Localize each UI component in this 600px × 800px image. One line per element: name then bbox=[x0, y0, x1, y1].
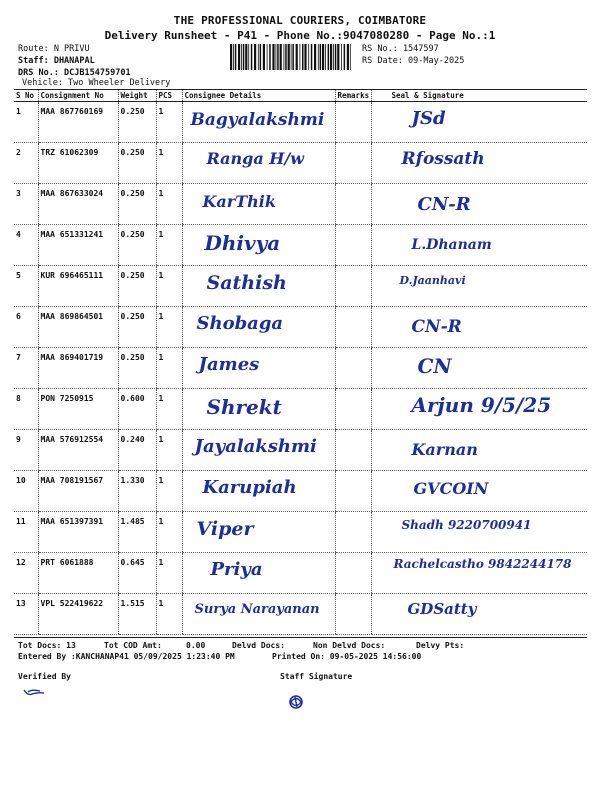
barcode-bar bbox=[235, 44, 237, 70]
document-subtitle: Delivery Runsheet - P41 - Phone No.:9047080280 - Page No.:1 bbox=[104, 29, 496, 42]
barcode-bar bbox=[333, 44, 334, 70]
table-row bbox=[14, 594, 587, 635]
signature-handwriting: L.Dhanam bbox=[411, 237, 492, 253]
table-row bbox=[14, 348, 587, 389]
consignee-cell bbox=[182, 594, 335, 635]
remarks-cell bbox=[335, 553, 371, 594]
delivered-docs: Delvd Docs: bbox=[232, 641, 285, 650]
consignee-handwriting: Ranga H/w bbox=[206, 149, 305, 168]
barcode-bar bbox=[311, 44, 313, 70]
weight-cell: 0.250 bbox=[118, 266, 156, 307]
table-row bbox=[14, 512, 587, 553]
pcs-cell: 1 bbox=[156, 348, 182, 389]
signature-cell bbox=[371, 430, 587, 471]
rs-number: RS No.: 1547597 bbox=[362, 44, 439, 54]
consignee-cell bbox=[182, 225, 335, 266]
consignment-cell: MAA 576912554 bbox=[38, 430, 118, 471]
sno-cell: 8 bbox=[14, 389, 38, 430]
remarks-cell bbox=[335, 594, 371, 635]
pcs-cell: 1 bbox=[156, 307, 182, 348]
consignment-cell: MAA 651331241 bbox=[38, 225, 118, 266]
consignee-handwriting: James bbox=[198, 354, 260, 375]
weight-cell: 0.250 bbox=[118, 307, 156, 348]
consignee-handwriting: Bagyalakshmi bbox=[190, 110, 325, 130]
barcode-bar bbox=[251, 44, 253, 70]
delivery-points: Delvy Pts: bbox=[416, 641, 465, 650]
table-row bbox=[14, 553, 587, 594]
remarks-cell bbox=[335, 102, 371, 143]
pcs-cell: 1 bbox=[156, 102, 182, 143]
signature-cell bbox=[371, 225, 587, 266]
weight-cell: 1.515 bbox=[118, 594, 156, 635]
column-header: Consignment No bbox=[38, 90, 118, 102]
consignee-handwriting: Jayalakshmi bbox=[194, 436, 317, 457]
table-row bbox=[14, 307, 587, 348]
barcode-bar bbox=[277, 44, 279, 70]
barcode-bar bbox=[344, 44, 346, 70]
signature-handwriting: CN-R bbox=[411, 317, 462, 337]
consignee-handwriting: Surya Narayanan bbox=[194, 602, 320, 617]
sno-cell: 11 bbox=[14, 512, 38, 553]
weight-cell: 0.240 bbox=[118, 430, 156, 471]
barcode-bar bbox=[248, 44, 249, 70]
barcode-bar bbox=[272, 44, 274, 70]
remarks-cell bbox=[335, 471, 371, 512]
consignee-cell bbox=[182, 102, 335, 143]
table-row bbox=[14, 184, 587, 225]
barcode-bar bbox=[280, 44, 282, 70]
consignment-cell: MAA 869401719 bbox=[38, 348, 118, 389]
consignment-cell: MAA 867633024 bbox=[38, 184, 118, 225]
consignment-cell: MAA 651397391 bbox=[38, 512, 118, 553]
entered-by: Entered By :KANCHANAP41 05/09/2025 1:23:40 PM bbox=[18, 652, 235, 661]
signature-handwriting: GDSatty bbox=[407, 600, 477, 618]
sno-cell: 13 bbox=[14, 594, 38, 635]
non-delivered-docs: Non Delvd Docs: bbox=[313, 641, 386, 650]
table-row bbox=[14, 225, 587, 266]
document-title: THE PROFESSIONAL COURIERS, COIMBATORE bbox=[173, 14, 427, 27]
pcs-cell: 1 bbox=[156, 143, 182, 184]
barcode-bar bbox=[335, 44, 337, 70]
weight-cell: 1.330 bbox=[118, 471, 156, 512]
barcode-bar bbox=[241, 44, 242, 70]
signature-cell bbox=[371, 553, 587, 594]
total-docs: Tot Docs: 13 bbox=[18, 641, 76, 650]
barcode-bar bbox=[292, 44, 294, 70]
signature-handwriting: CN bbox=[417, 354, 452, 378]
barcode-bar bbox=[238, 44, 240, 70]
barcode-bar bbox=[288, 44, 290, 70]
barcode-bar bbox=[269, 44, 271, 70]
pcs-cell: 1 bbox=[156, 430, 182, 471]
verified-by-label: Verified By bbox=[18, 672, 71, 681]
verified-tick-mark bbox=[22, 686, 46, 698]
signature-handwriting: Arjun 9/5/25 bbox=[411, 393, 552, 417]
table-row bbox=[14, 389, 587, 430]
barcode-bar bbox=[320, 44, 322, 70]
column-header: Remarks bbox=[335, 90, 371, 102]
remarks-cell bbox=[335, 225, 371, 266]
consignee-cell bbox=[182, 266, 335, 307]
barcode-bar bbox=[285, 44, 287, 70]
footer-divider bbox=[14, 637, 587, 638]
column-header: Consignee Details bbox=[182, 90, 335, 102]
consignee-cell bbox=[182, 512, 335, 553]
consignee-handwriting: Priya bbox=[210, 559, 263, 580]
consignee-handwriting: Shobaga bbox=[196, 313, 284, 334]
consignment-cell: MAA 708191567 bbox=[38, 471, 118, 512]
pcs-cell: 1 bbox=[156, 512, 182, 553]
consignee-cell bbox=[182, 553, 335, 594]
signature-cell bbox=[371, 266, 587, 307]
signature-cell bbox=[371, 389, 587, 430]
barcode-bar bbox=[276, 44, 277, 70]
barcode-bar bbox=[267, 44, 268, 70]
staff-label: Staff: DHANAPAL bbox=[18, 56, 95, 66]
signature-cell bbox=[371, 348, 587, 389]
table-row bbox=[14, 471, 587, 512]
barcode-bar bbox=[245, 44, 247, 70]
consignee-cell bbox=[182, 184, 335, 225]
barcode-bar bbox=[318, 44, 319, 70]
consignee-handwriting: Dhivya bbox=[204, 231, 281, 255]
barcode-bar bbox=[325, 44, 326, 70]
barcode-bar bbox=[341, 44, 342, 70]
consignee-handwriting: Sathish bbox=[206, 272, 287, 294]
sno-cell: 1 bbox=[14, 102, 38, 143]
consignee-cell bbox=[182, 307, 335, 348]
column-header: PCS bbox=[156, 90, 182, 102]
table-row bbox=[14, 102, 587, 143]
remarks-cell bbox=[335, 266, 371, 307]
sno-cell: 6 bbox=[14, 307, 38, 348]
weight-cell: 0.250 bbox=[118, 225, 156, 266]
remarks-cell bbox=[335, 184, 371, 225]
total-cod-label: Tot COD Amt: bbox=[104, 641, 162, 650]
consignment-cell: KUR 696465111 bbox=[38, 266, 118, 307]
consignee-handwriting: Karupiah bbox=[202, 477, 297, 498]
remarks-cell bbox=[335, 389, 371, 430]
consignment-cell: PRT 6061888 bbox=[38, 553, 118, 594]
weight-cell: 0.250 bbox=[118, 348, 156, 389]
barcode-bar bbox=[300, 44, 301, 70]
signature-cell bbox=[371, 512, 587, 553]
consignee-cell bbox=[182, 471, 335, 512]
weight-cell: 0.600 bbox=[118, 389, 156, 430]
sno-cell: 12 bbox=[14, 553, 38, 594]
total-cod-amount: 0.00 bbox=[186, 641, 206, 650]
barcode-bar bbox=[302, 44, 304, 70]
sno-cell: 4 bbox=[14, 225, 38, 266]
column-header: Weight bbox=[118, 90, 156, 102]
barcode-bar bbox=[337, 44, 339, 70]
pcs-cell: 1 bbox=[156, 184, 182, 225]
pcs-cell: 1 bbox=[156, 225, 182, 266]
barcode bbox=[230, 44, 352, 70]
remarks-cell bbox=[335, 143, 371, 184]
barcode-bar bbox=[260, 44, 262, 70]
remarks-cell bbox=[335, 512, 371, 553]
column-header: Seal & Signature bbox=[371, 90, 587, 102]
runsheet-table bbox=[14, 89, 587, 635]
table-header-row bbox=[14, 90, 587, 102]
pcs-cell: 1 bbox=[156, 266, 182, 307]
pcs-cell: 1 bbox=[156, 594, 182, 635]
barcode-bar bbox=[254, 44, 256, 70]
consignee-handwriting: Viper bbox=[196, 518, 254, 540]
barcode-bar bbox=[322, 44, 324, 70]
barcode-bar bbox=[308, 44, 309, 70]
pcs-cell: 1 bbox=[156, 471, 182, 512]
consignee-cell bbox=[182, 430, 335, 471]
table-row bbox=[14, 143, 587, 184]
signature-cell bbox=[371, 184, 587, 225]
barcode-bar bbox=[328, 44, 330, 70]
barcode-bar bbox=[291, 44, 292, 70]
consignment-cell: MAA 867760169 bbox=[38, 102, 118, 143]
remarks-cell bbox=[335, 348, 371, 389]
sno-cell: 9 bbox=[14, 430, 38, 471]
sno-cell: 7 bbox=[14, 348, 38, 389]
weight-cell: 0.250 bbox=[118, 184, 156, 225]
consignment-cell: MAA 869864501 bbox=[38, 307, 118, 348]
barcode-bar bbox=[233, 44, 234, 70]
table-row bbox=[14, 430, 587, 471]
signature-handwriting: Shadh 9220700941 bbox=[401, 518, 532, 532]
barcode-bar bbox=[330, 44, 332, 70]
pcs-cell: 1 bbox=[156, 553, 182, 594]
weight-cell: 0.250 bbox=[118, 102, 156, 143]
sno-cell: 5 bbox=[14, 266, 38, 307]
consignment-cell: VPL 522419622 bbox=[38, 594, 118, 635]
signature-handwriting: GVCOIN bbox=[413, 479, 489, 498]
sno-cell: 3 bbox=[14, 184, 38, 225]
signature-handwriting: D.Jaanhavi bbox=[399, 274, 466, 287]
column-header: S No bbox=[14, 90, 38, 102]
barcode-bar bbox=[230, 44, 232, 70]
staff-signature-mark bbox=[286, 692, 306, 712]
signature-handwriting: Karnan bbox=[411, 440, 478, 459]
signature-cell bbox=[371, 471, 587, 512]
sno-cell: 2 bbox=[14, 143, 38, 184]
signature-handwriting: JSd bbox=[411, 108, 446, 129]
weight-cell: 0.645 bbox=[118, 553, 156, 594]
consignee-handwriting: KarThik bbox=[202, 192, 276, 211]
consignee-cell bbox=[182, 348, 335, 389]
pcs-cell: 1 bbox=[156, 389, 182, 430]
barcode-bar bbox=[243, 44, 245, 70]
barcode-bar bbox=[284, 44, 285, 70]
consignee-handwriting: Shrekt bbox=[206, 395, 282, 419]
drs-number: DRS No.: DCJB154759701 bbox=[18, 68, 131, 78]
consignee-cell bbox=[182, 143, 335, 184]
barcode-bar bbox=[350, 44, 351, 70]
barcode-bar bbox=[314, 44, 316, 70]
signature-cell bbox=[371, 102, 587, 143]
remarks-cell bbox=[335, 307, 371, 348]
table-row bbox=[14, 266, 587, 307]
signature-handwriting: Rfossath bbox=[401, 149, 485, 169]
signature-cell bbox=[371, 307, 587, 348]
barcode-bar bbox=[296, 44, 298, 70]
remarks-cell bbox=[335, 430, 371, 471]
rs-date: RS Date: 09-May-2025 bbox=[362, 56, 465, 66]
signature-handwriting: Rachelcastho 9842244178 bbox=[393, 557, 572, 571]
barcode-bar bbox=[258, 44, 259, 70]
consignment-cell: PON 7250915 bbox=[38, 389, 118, 430]
consignee-cell bbox=[182, 389, 335, 430]
barcode-bar bbox=[304, 44, 306, 70]
barcode-bar bbox=[347, 44, 349, 70]
route-label: Route: N PRIVU bbox=[18, 44, 90, 54]
printed-on: Printed On: 09-05-2025 14:56:00 bbox=[272, 652, 422, 661]
vehicle-label: Vehicle: Two Wheeler Delivery bbox=[22, 78, 171, 88]
signature-cell bbox=[371, 594, 587, 635]
signature-cell bbox=[371, 143, 587, 184]
staff-signature-label: Staff Signature bbox=[280, 672, 353, 681]
weight-cell: 1.485 bbox=[118, 512, 156, 553]
consignment-cell: TRZ 61062309 bbox=[38, 143, 118, 184]
signature-handwriting: CN-R bbox=[417, 194, 471, 215]
barcode-bar bbox=[263, 44, 265, 70]
sno-cell: 10 bbox=[14, 471, 38, 512]
weight-cell: 0.250 bbox=[118, 143, 156, 184]
